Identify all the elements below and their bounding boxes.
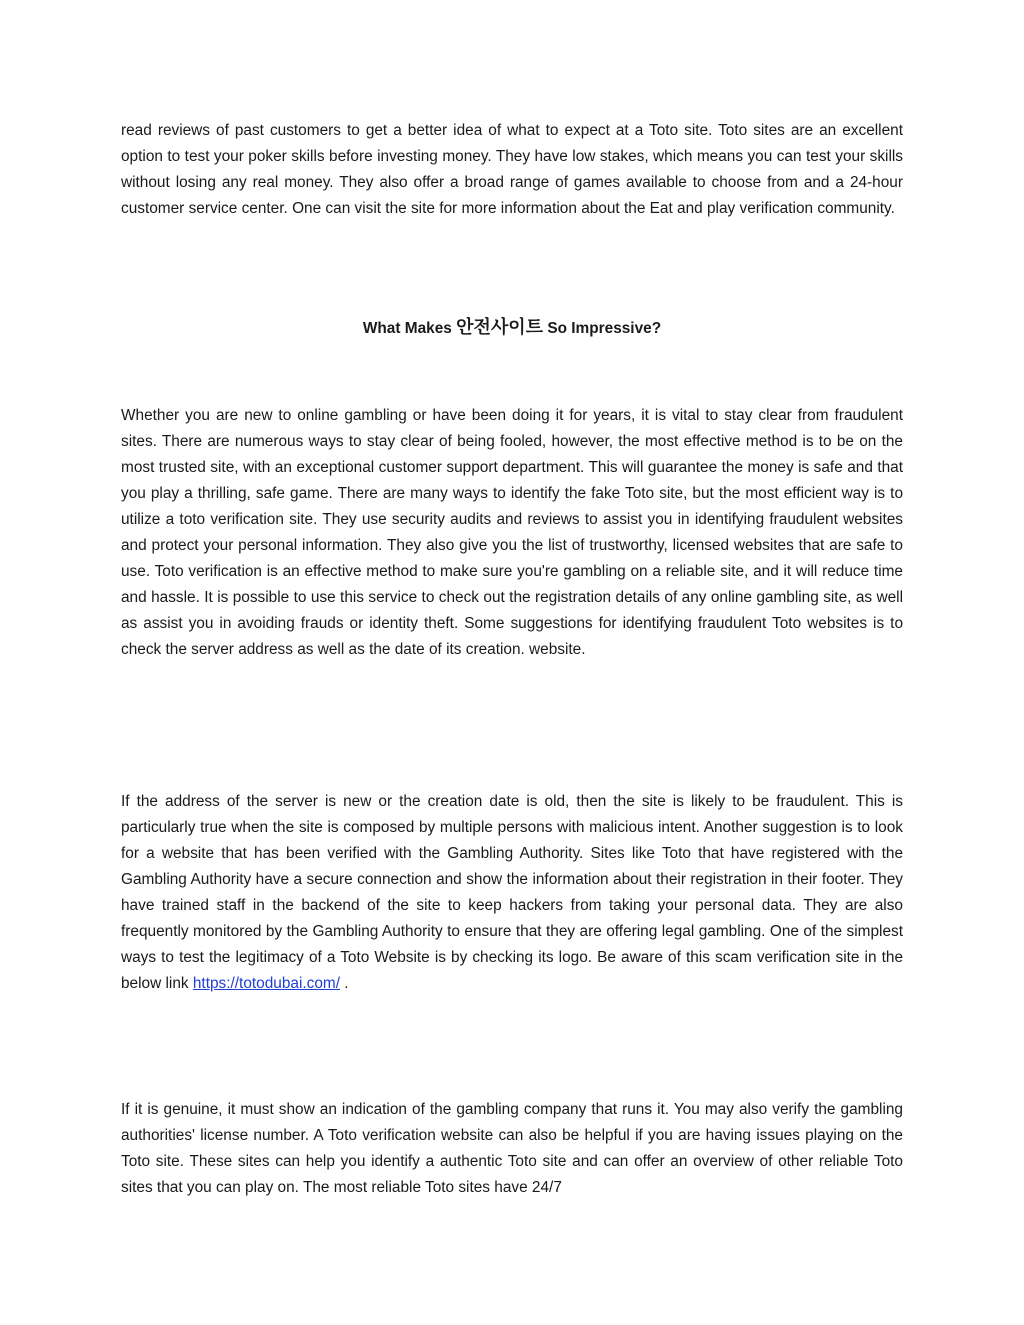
paragraph-server-address-end: .: [340, 975, 349, 992]
heading-korean-text: 안전사이트: [456, 317, 544, 337]
paragraph-fraud-sites: Whether you are new to online gambling or have been doing it for years, it is vital to stay clear from fraudulent sites. There are numerous ways to stay clear of being fooled, however, the most effective method is to be on the most trusted site, with an exceptional customer support department. This will guarantee the money is safe and that you play a thrilling, safe game. There are many ways to identify the fake Toto site, but the most efficient way is to utilize a toto verification site. They use security audits and reviews to assist you in identifying fraudulent websites and protect your personal information. They also give you the list of trustworthy, licensed websites that are safe to use. Toto verification is an effective method to make sure you're gambling on a reliable site, and it will reduce time and hassle. It is possible to use this service to check out the registration details of any online gambling site, as well as assist you in avoiding frauds or identity theft. Some suggestions for identifying fraudulent Toto websites is to check the server address as well as the date of its creation. website.: [121, 407, 903, 658]
paragraph-server-address-text: If the address of the server is new or the creation date is old, then the site is likely to be fraudulent. This is particularly true when the site is composed by multiple persons with malicious intent. Another suggestion is to look for a website that has been verified with the Gambling Authority. Sites like Toto that have registered with the Gambling Authority have a secure connection and show the information about their registration in their footer. They have trained staff in the backend of the site to keep hackers from taking your personal data. They are also frequently monitored by the Gambling Authority to ensure that they are offering legal gambling. One of the simplest ways to test the legitimacy of a Toto Website is by checking its logo. Be aware of this scam verification site in the below link: [121, 793, 903, 992]
paragraph-intro: read reviews of past customers to get a better idea of what to expect at a Toto site. Toto sites are an excellent option to test your poker skills before investing money. They have low stakes, which means you can test your skills without losing any real money. They also offer a broad range of games available to choose from and a 24-hour customer service center. One can visit the site for more information about the Eat and play verification community.: [121, 122, 903, 217]
heading-text-start: What Makes: [362, 320, 457, 337]
section-heading: [121, 314, 903, 342]
heading-text-end: So Impressive?: [543, 320, 662, 337]
paragraph-server-address: [121, 789, 903, 997]
paragraph-genuine-site: If it is genuine, it must show an indication of the gambling company that runs it. You may also verify the gambling authorities' license number. A Toto verification website can also be helpful if you are having issues playing on the Toto site. These sites can help you identify a authentic Toto site and can offer an overview of other reliable Toto sites that you can play on. The most reliable Toto sites have 24/7: [121, 1101, 903, 1196]
totodubai-link[interactable]: https://totodubai.com/: [192, 975, 341, 992]
